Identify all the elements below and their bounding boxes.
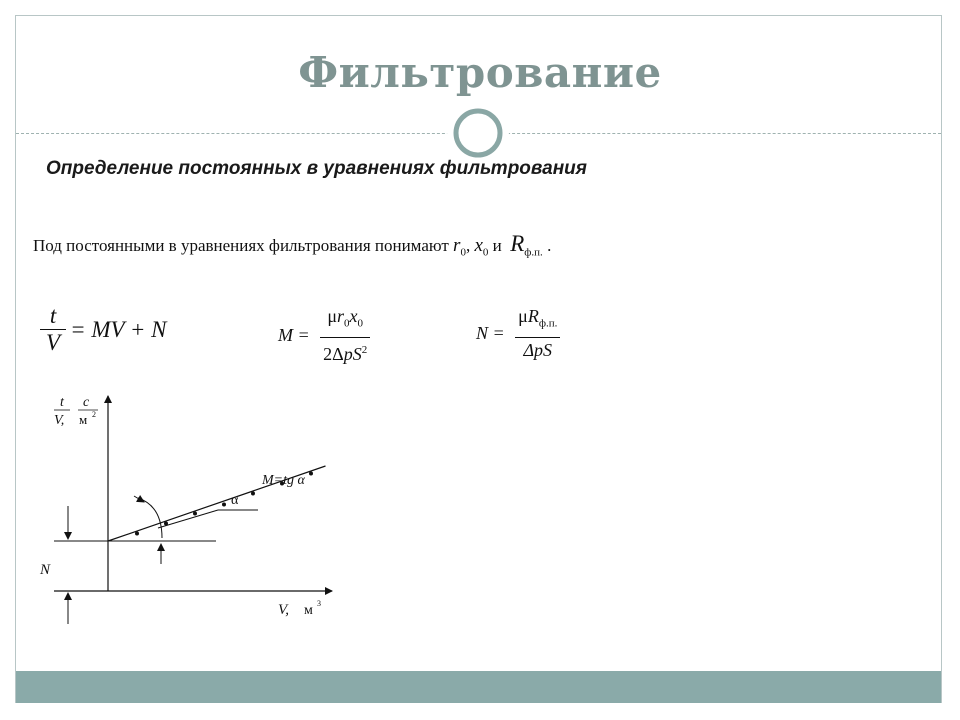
x-label: V, — [278, 602, 289, 618]
intro-r0: r — [453, 235, 461, 256]
intercept-label: N — [40, 562, 51, 578]
data-point — [309, 472, 313, 476]
eq3-lhs: N = — [476, 322, 505, 343]
intro-and: и — [492, 236, 502, 255]
x-unit-sup: 3 — [317, 599, 321, 608]
eq2-r: r — [337, 306, 345, 326]
eq2-x: x — [349, 306, 358, 326]
y-unit-den-sup: 2 — [92, 410, 96, 419]
filtration-graph — [30, 388, 350, 638]
angle-arc — [138, 498, 162, 538]
intro-x0-sub: 0 — [482, 246, 489, 259]
section-subtitle: Определение постоянных в уравнениях фильтрования — [46, 158, 587, 179]
intro-text: Под постоянными в уравнениях фильтрования понимают — [33, 236, 449, 255]
data-point — [135, 532, 139, 536]
eq2-den-p: pS — [343, 343, 362, 364]
intro-comma: , — [465, 236, 471, 255]
intro-r0-sub: 0 — [460, 246, 466, 259]
intro-end: . — [547, 236, 552, 255]
eq3-R: R — [527, 306, 539, 326]
fraction-n — [515, 304, 560, 363]
ring-icon — [443, 104, 513, 166]
eq1-rest: = MV + N — [70, 316, 167, 342]
slide-title: Фильтрование — [298, 48, 662, 97]
x-unit: м — [304, 603, 313, 618]
eq3-mu: μ — [518, 306, 528, 326]
intro-R: R — [510, 231, 525, 256]
equation-t-over-v — [40, 303, 167, 356]
y-label-V: V, — [54, 413, 65, 428]
footer-bar — [16, 671, 941, 703]
alpha-label: α — [231, 493, 239, 508]
eq1-num: t — [49, 303, 57, 328]
fraction-m — [320, 304, 370, 367]
alpha-leader — [158, 510, 218, 528]
eq2-x-sub: 0 — [357, 317, 364, 330]
eq2-den-sup: 2 — [361, 343, 368, 356]
data-point — [222, 503, 226, 507]
angle-arrow-upper — [134, 496, 144, 502]
intro-paragraph — [33, 231, 551, 258]
equation-n — [476, 304, 560, 363]
eq2-lhs: M = — [278, 324, 310, 345]
y-unit-den: м — [79, 412, 88, 427]
data-point — [164, 522, 168, 526]
eq2-r-sub: 0 — [344, 317, 350, 330]
data-point — [251, 492, 255, 496]
eq1-den: V — [46, 330, 61, 355]
fraction-t-v — [40, 303, 66, 356]
eq2-den-2: 2Δ — [323, 343, 344, 364]
slope-label: M=tg α — [262, 473, 305, 488]
eq3-R-sub: ф.п. — [538, 317, 558, 330]
y-label-t: t — [60, 395, 64, 410]
intro-x0: x — [474, 235, 483, 256]
intro-R-sub: ф.п. — [524, 246, 543, 259]
y-unit-num: с — [83, 395, 90, 410]
equation-m — [278, 304, 370, 367]
eq3-den: ΔpS — [523, 339, 553, 360]
data-point — [193, 512, 197, 516]
eq2-mu: μ — [327, 306, 337, 326]
